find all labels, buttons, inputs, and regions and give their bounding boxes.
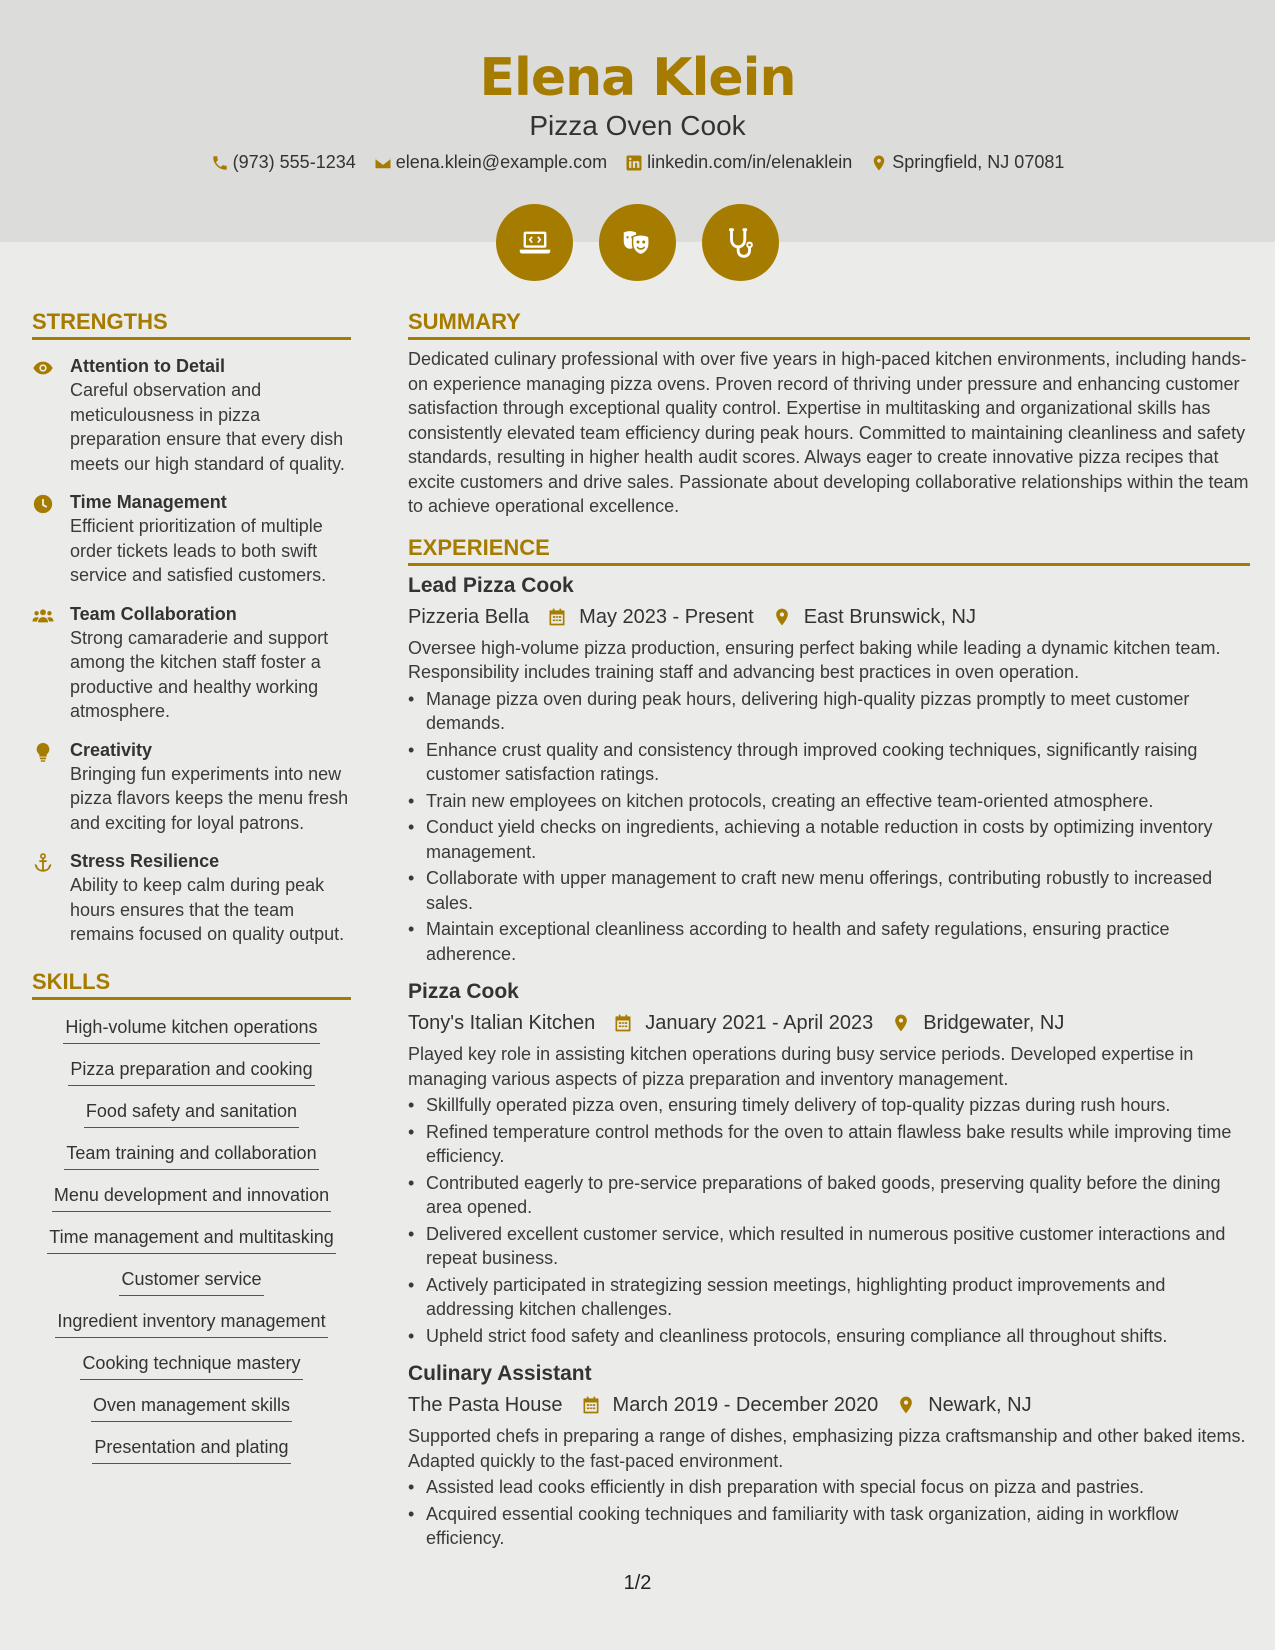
- skill-item: Pizza preparation and cooking: [68, 1052, 314, 1086]
- job-company: The Pasta House: [408, 1394, 563, 1416]
- strength-desc: Bringing fun experiments into new pizza flavors keeps the menu fresh and exciting for loyal patrons.: [70, 763, 349, 833]
- job-desc: Supported chefs in preparing a range of dishes, emphasizing pizza craftsmanship and other baked items. Adapted quickly to the fast-paced environment.: [408, 1426, 1246, 1471]
- job-location: East Brunswick, NJ: [803, 605, 976, 628]
- strength-item: [32, 354, 351, 476]
- bullet-item: • Upheld strict food safety and cleanliness protocols, ensuring compliance all throughout shifts.: [408, 1324, 1250, 1349]
- bullet-item: • Manage pizza oven during peak hours, delivering high-quality pizzas promptly to meet customer demands.: [408, 687, 1250, 736]
- job-entry: [408, 572, 1250, 967]
- bullet-item: • Enhance crust quality and consistency through improved cooking techniques, significantly raising customer satisfaction ratings.: [408, 738, 1250, 787]
- job-company: Pizzeria Bella: [408, 605, 530, 628]
- contact-location: [870, 152, 1064, 173]
- job-role: Lead Pizza Cook: [408, 573, 574, 597]
- skills-heading: SKILLS: [32, 969, 351, 1000]
- summary-text: Dedicated culinary professional with over five years in high-paced kitchen environments, including hands-on experience managing pizza ovens. Proven record of thriving under pressure and enhancing customer satisfaction through exceptional quality control. Expertise in multitasking and organizational skills has consistently elevated team efficiency during peak hours. Committed to maintaining cleanliness and safety standards, resulting in higher health audit scores. Always eager to create innovative pizza recipes that excite customers and drive sales. Passionate about developing collaborative relationships within the team to achieve operational excellence.: [408, 349, 1249, 516]
- job-entry: [408, 1360, 1250, 1551]
- left-column: [32, 309, 351, 1464]
- skill-item: Customer service: [119, 1262, 263, 1296]
- contact-row: [0, 152, 1275, 173]
- calendar-icon: [547, 607, 567, 627]
- strength-desc: Careful observation and meticulousness in pizza preparation ensure that every dish meets our high standard of quality.: [70, 380, 345, 474]
- location-pin-icon: [891, 1013, 911, 1033]
- users-icon: [32, 605, 54, 627]
- job-bullets: [408, 1093, 1250, 1348]
- skill-item: Menu development and innovation: [52, 1178, 331, 1212]
- job-entry: [408, 978, 1250, 1348]
- summary-heading: SUMMARY: [408, 309, 1250, 340]
- job-dates: May 2023 - Present: [579, 605, 754, 628]
- skill-item: Time management and multitasking: [47, 1220, 335, 1254]
- strength-item: [32, 490, 351, 588]
- contact-phone[interactable]: [211, 152, 356, 173]
- job-dates: January 2021 - April 2023: [645, 1012, 874, 1034]
- bullet-item: • Actively participated in strategizing session meetings, highlighting product improvements and addressing kitchen challenges.: [408, 1273, 1250, 1322]
- phone-text: (973) 555-1234: [232, 152, 356, 172]
- strength-item: [32, 849, 351, 947]
- bullet-item: • Refined temperature control methods for the oven to attain flawless bake results while improving time efficiency.: [408, 1120, 1250, 1169]
- job-bullets: [408, 687, 1250, 967]
- bullet-item: • Collaborate with upper management to craft new menu offerings, contributing robustly to increased sales.: [408, 866, 1250, 915]
- eye-icon: [32, 357, 54, 379]
- job-location: Bridgewater, NJ: [923, 1012, 1065, 1034]
- job-desc: Played key role in assisting kitchen operations during busy service periods. Developed expertise in managing various aspects of pizza preparation and inventory management.: [408, 1044, 1194, 1089]
- job-bullets: [408, 1475, 1250, 1551]
- theater-masks-icon: [599, 204, 676, 281]
- job-meta: [408, 1009, 1250, 1037]
- strength-title: Team Collaboration: [70, 603, 237, 624]
- lightbulb-icon: [32, 741, 54, 763]
- job-role: Culinary Assistant: [408, 1362, 592, 1385]
- contact-email[interactable]: [374, 152, 607, 173]
- calendar-icon: [613, 1013, 633, 1033]
- job-location: Newark, NJ: [928, 1394, 1032, 1416]
- job-desc: Oversee high-volume pizza production, ensuring perfect baking while leading a dynamic kitchen team. Responsibility includes training staff and advancing best practices in oven operation.: [408, 637, 1221, 682]
- strength-desc: Strong camaraderie and support among the kitchen staff foster a productive and healthy working atmosphere.: [70, 627, 329, 721]
- linkedin-text: linkedin.com/in/elenaklein: [647, 152, 853, 172]
- skill-item: Ingredient inventory management: [55, 1304, 327, 1338]
- strengths-heading: STRENGTHS: [32, 309, 351, 340]
- job-company: Tony's Italian Kitchen: [408, 1012, 596, 1034]
- skill-item: Oven management skills: [91, 1388, 292, 1422]
- bullet-item: • Contributed eagerly to pre-service preparations of baked goods, preserving quality before the dining area opened.: [408, 1171, 1250, 1220]
- clock-icon: [32, 493, 54, 515]
- anchor-icon: [32, 852, 54, 874]
- bullet-item: • Assisted lead cooks efficiently in dish preparation with special focus on pizza and pastries.: [408, 1475, 1250, 1500]
- bullet-item: • Maintain exceptional cleanliness according to health and safety regulations, ensuring practice adherence.: [408, 917, 1250, 966]
- strength-title: Time Management: [70, 492, 227, 512]
- envelope-icon: [374, 154, 392, 172]
- location-pin-icon: [896, 1395, 916, 1415]
- location-pin-icon: [870, 154, 888, 172]
- job-role: Pizza Cook: [408, 980, 519, 1003]
- skill-item: Cooking technique mastery: [80, 1346, 302, 1380]
- linkedin-icon: [625, 154, 643, 172]
- right-column: [408, 309, 1250, 1551]
- experience-heading: EXPERIENCE: [408, 535, 1250, 566]
- page-number: 1/2: [623, 1572, 652, 1594]
- strength-title: Attention to Detail: [70, 356, 225, 376]
- calendar-icon: [581, 1395, 601, 1415]
- bullet-item: • Skillfully operated pizza oven, ensuring timely delivery of top-quality pizzas during rush hours.: [408, 1093, 1250, 1118]
- strength-item: [32, 738, 351, 836]
- laptop-code-icon: [496, 204, 573, 281]
- job-meta: [408, 1391, 1250, 1419]
- stethoscope-icon: [702, 204, 779, 281]
- location-text: Springfield, NJ 07081: [892, 152, 1065, 172]
- skill-item: Team training and collaboration: [64, 1136, 318, 1170]
- phone-icon: [211, 154, 229, 172]
- skill-item: Presentation and plating: [92, 1430, 290, 1464]
- badge-row: [0, 204, 1275, 281]
- strength-title: Creativity: [70, 739, 153, 760]
- strength-desc: Efficient prioritization of multiple order tickets leads to both swift service and satisfied customers.: [70, 516, 327, 585]
- strength-desc: Ability to keep calm during peak hours ensures that the team remains focused on quality output.: [70, 875, 345, 944]
- bullet-item: • Conduct yield checks on ingredients, achieving a notable reduction in costs by optimizing inventory management.: [408, 815, 1250, 864]
- email-text: elena.klein@example.com: [395, 152, 608, 172]
- job-dates: March 2019 - December 2020: [612, 1394, 879, 1416]
- contact-linkedin[interactable]: [625, 152, 852, 173]
- strength-item: [32, 602, 351, 724]
- job-title: Pizza Oven Cook: [529, 110, 746, 141]
- bullet-item: • Delivered excellent customer service, which resulted in numerous positive customer interactions and repeat business.: [408, 1222, 1250, 1271]
- strength-title: Stress Resilience: [70, 851, 220, 871]
- location-pin-icon: [772, 607, 792, 627]
- candidate-name: Elena Klein: [479, 48, 796, 108]
- bullet-item: • Train new employees on kitchen protocols, creating an effective team-oriented atmosphere.: [408, 789, 1250, 814]
- bullet-item: • Acquired essential cooking techniques and familiarity with task organization, aiding in workflow efficiency.: [408, 1502, 1250, 1551]
- job-meta: [408, 603, 1250, 631]
- skill-item: High-volume kitchen operations: [63, 1010, 319, 1044]
- skill-item: Food safety and sanitation: [84, 1094, 299, 1128]
- skill-list: [32, 1006, 351, 1464]
